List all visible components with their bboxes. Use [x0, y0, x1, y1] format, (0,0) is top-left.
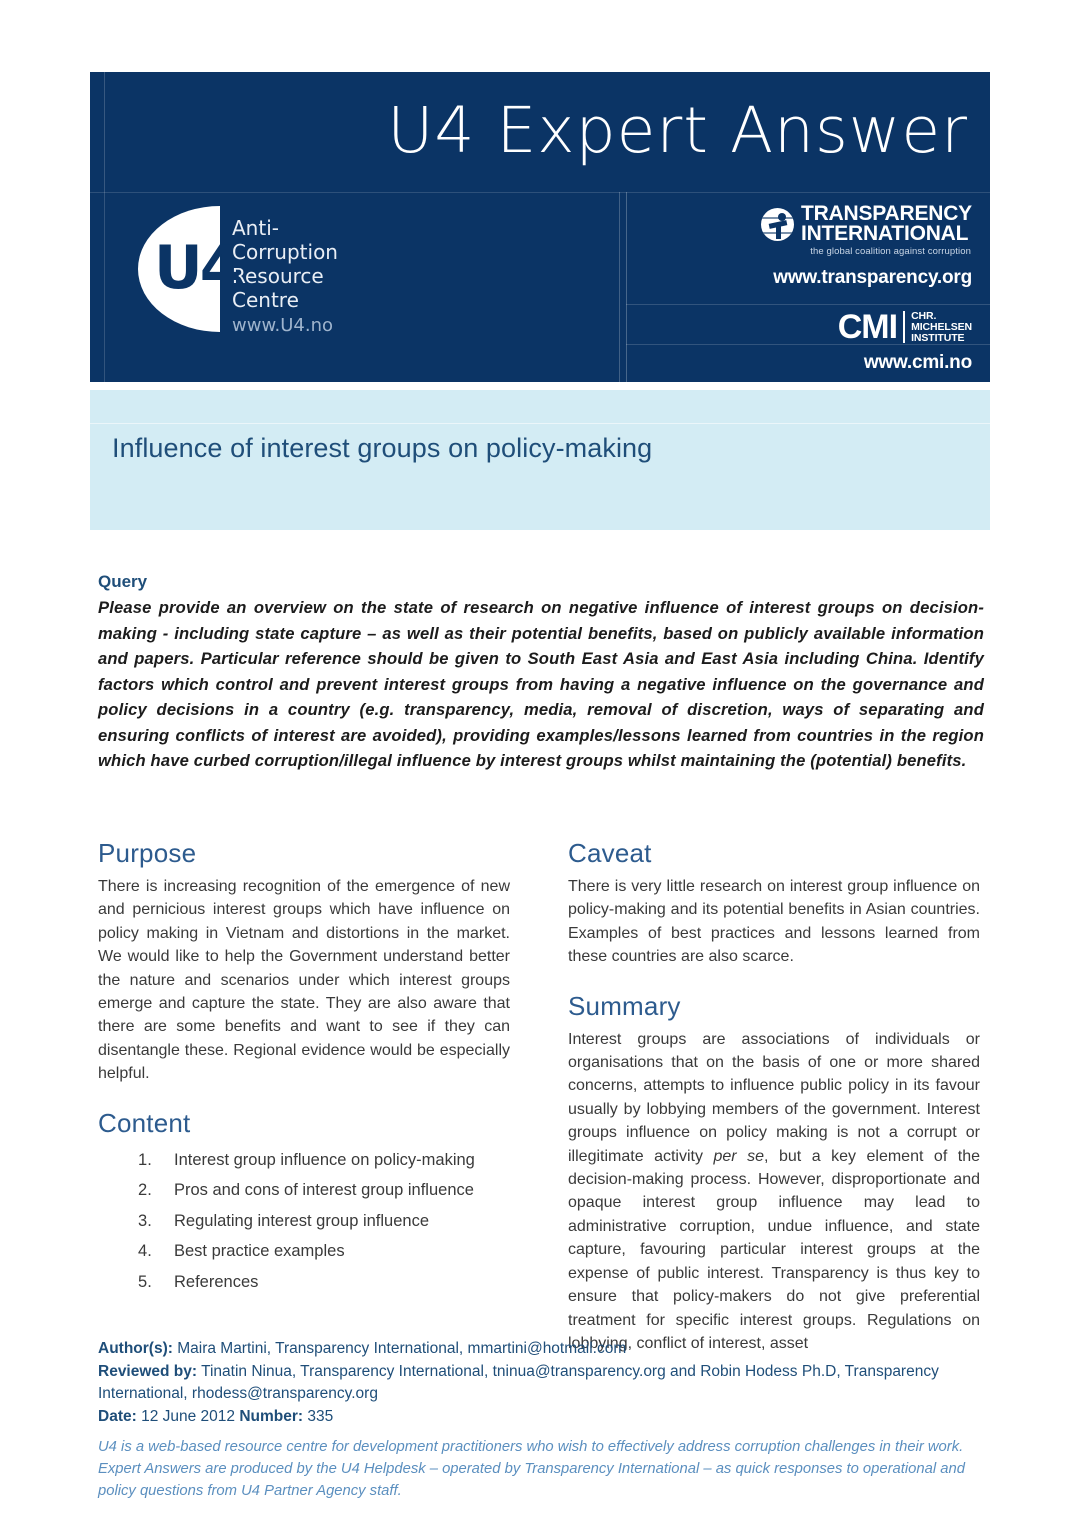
u4-url[interactable]: www.U4.no	[232, 315, 334, 336]
reviewers-line	[98, 1361, 988, 1406]
number-value: 335	[303, 1407, 334, 1425]
u4-line-3: Resource	[232, 264, 324, 288]
page-title: Influence of interest groups on policy-making	[112, 433, 653, 463]
logo-strip	[90, 192, 990, 382]
summary-text-part1: Interest groups are associations of individuals or organisations that on the basis of one or more shared concerns, attempts to influence public policy in its favour usually by lobbying members of the government. Interest groups influence on policy making is not a corrupt or illegitimate activity	[568, 1030, 980, 1165]
logo-strip-hrule-1	[626, 304, 990, 305]
cmi-divider-bar	[903, 311, 905, 343]
cmi-url[interactable]: www.cmi.no	[863, 352, 972, 373]
cmi-sub-line-2: MICHELSEN	[911, 320, 972, 333]
logo-strip-divider-a	[619, 192, 620, 382]
right-column	[568, 838, 980, 1355]
globe-figure-icon	[761, 208, 794, 241]
list-item[interactable]: Best practice examples	[174, 1242, 345, 1261]
globe-figure-head	[778, 213, 786, 221]
summary-heading: Summary	[568, 990, 681, 1021]
ti-name-line-1: TRANSPARENCY	[800, 202, 972, 225]
query-section	[98, 572, 984, 774]
date-number-line	[98, 1406, 988, 1429]
u4-line-4: Centre	[232, 288, 299, 312]
header-inner-rule	[104, 72, 105, 192]
query-label: Query	[98, 572, 148, 591]
authors-line	[98, 1338, 988, 1361]
reviewed-label: Reviewed by:	[98, 1362, 198, 1380]
content-list	[98, 1145, 510, 1298]
authors-label: Author(s):	[98, 1340, 173, 1357]
u4-mark-label: U4	[154, 233, 239, 303]
logo-strip-top-rule	[90, 192, 990, 193]
list-item[interactable]: Interest group influence on policy-making	[174, 1150, 475, 1169]
purpose-heading: Purpose	[98, 838, 197, 868]
summary-text-italic: per se	[713, 1147, 765, 1165]
list-item[interactable]: Regulating interest group influence	[174, 1211, 430, 1230]
cmi-sub-line-1: CHR.	[911, 309, 937, 322]
purpose-text: There is increasing recognition of the emergence of new and pernicious interest groups which have influence on policy making in Vietnam and distortions in the market. We would like to help the Government understand better the nature and scenarios under which interest groups emerge and capture the state. They are also aware that there are some benefits and want to see if they can disentangle these. Regional evidence would be especially helpful.	[98, 878, 510, 1083]
header-banner	[90, 72, 990, 192]
list-item[interactable]: Pros and cons of interest group influence	[174, 1181, 474, 1200]
title-band-rule	[90, 423, 990, 424]
footer-disclaimer: U4 is a web-based resource centre for development practitioners who wish to effectively address corruption challenges in their work. Expert Answers are produced by the U4 Helpdesk – operated by Transparency International – as quick responses to operational and policy questions from U4 Partner Agency staff.	[98, 1439, 965, 1499]
caveat-text: There is very little research on interest group influence on policy-making and its potential benefits in Asian countries. Examples of best practices and lessons learned from these countries are also scarce.	[568, 878, 980, 966]
u4-mark-icon	[138, 206, 239, 332]
logo-strip-divider-b	[626, 192, 627, 382]
u4-line-1: Anti-	[232, 216, 279, 240]
date-label: Date:	[98, 1407, 137, 1425]
list-item[interactable]: References	[174, 1272, 259, 1291]
ti-wordmark	[801, 204, 972, 244]
summary-text	[568, 1028, 980, 1356]
header-title: U4 Expert Answer	[387, 94, 968, 168]
ti-logo-row	[650, 204, 972, 244]
u4-line-2: Corruption	[232, 240, 338, 264]
summary-text-part2: , but a key element of the decision-making process. However, disproportionate and opaque interest group influence may lead to administrative corruption, undue influence, and state capture, favouring particular interest groups at the expense of public interest. Transparency is thus key to ensure that policy-makers do not give preferential treatment for specific interest groups. Regulations on lobbying, conflict of interest, asset	[568, 1147, 981, 1352]
logo-strip-left-rule	[104, 192, 105, 382]
reviewed-value: Tinatin Ninua, Transparency International, tninua@transparency.org and Robin Hodess Ph.D, Transparency International, rhodess@transparency.org	[98, 1362, 939, 1402]
content-heading: Content	[98, 1107, 191, 1138]
left-column	[98, 838, 510, 1297]
ti-tagline: the global coalition against corruption	[810, 246, 971, 257]
ti-url[interactable]: www.transparency.org	[773, 267, 972, 288]
query-text: Please provide an overview on the state of research on negative influence of interest groups on decision-making - including state capture – as well as their potential benefits, based on publicly available information and papers. Particular reference should be given to South East Asia and East Asia including China. Identify factors which control and prevent interest groups from having a negative influence on the governance and policy decisions in a country (e.g. transparency, media, removal of discretion, ways of separating and ensuring conflicts of interest are avoided), providing examples/lessons learned from countries in the region which have curbed corruption/illegal influence by interest groups whilst maintaining the (potential) benefits.	[98, 598, 984, 770]
u4-wordmark	[232, 206, 338, 338]
authors-value: Maira Martini, Transparency International, mmartini@hotmail.com	[172, 1340, 627, 1357]
footer-metadata	[98, 1338, 988, 1428]
caveat-heading: Caveat	[568, 838, 652, 868]
cmi-sub-line-3: INSTITUTE	[911, 331, 965, 344]
cmi-wordmark: CMI	[837, 308, 898, 346]
cmi-logo-row	[650, 310, 972, 344]
number-label: Number:	[239, 1407, 304, 1425]
cmi-logo	[650, 310, 972, 374]
title-banner	[90, 390, 990, 530]
transparency-international-logo	[650, 204, 972, 289]
globe-figure-body	[776, 224, 781, 239]
u4-logo	[138, 206, 338, 338]
date-value: 12 June 2012	[136, 1407, 240, 1425]
ti-name-line-2: INTERNATIONAL	[800, 222, 969, 245]
cmi-subtitle	[911, 311, 972, 344]
